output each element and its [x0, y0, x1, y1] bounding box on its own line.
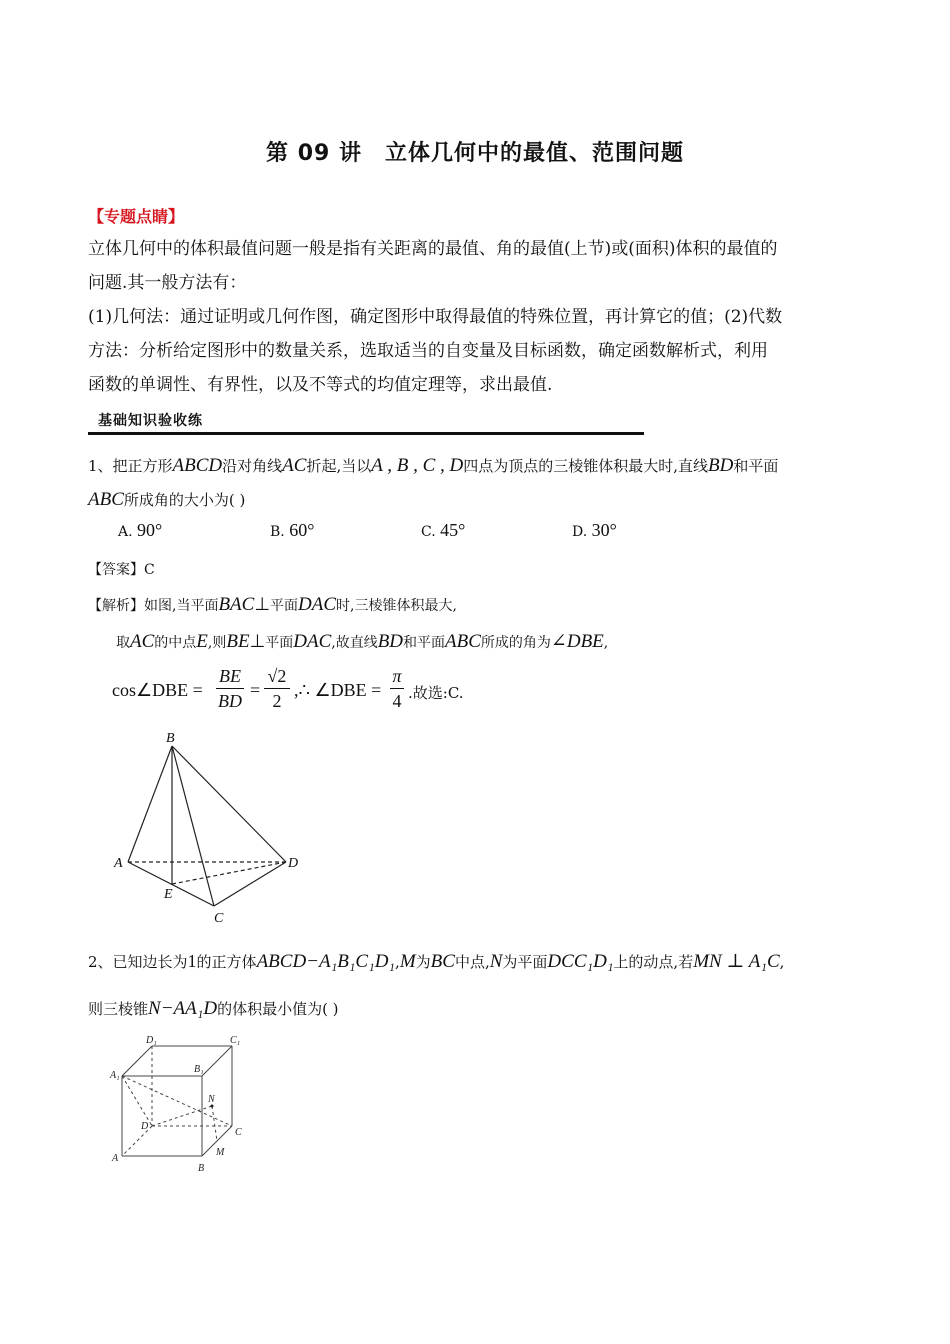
fraction-numerator: BE: [219, 666, 241, 686]
intro-line: 问题.其一般方法有：: [88, 273, 247, 293]
q1-formula: [112, 665, 612, 721]
analysis-text: 平面: [265, 635, 294, 651]
edge-bd: [172, 746, 286, 862]
q2-text: 为平面: [502, 953, 548, 971]
q2-text: 上的动点,若: [613, 953, 694, 971]
fraction-sqrt2-2: [264, 665, 290, 712]
vertex-label-b1: B₁: [194, 1064, 204, 1075]
q1-analysis-line-1: [88, 590, 457, 620]
q2-math: MN ⊥ A₁C: [693, 951, 780, 972]
intro-line: 方法：分析给定图形中的数量关系，选取适当的自变量及目标函数，确定函数解析式，利用: [88, 341, 768, 361]
q2-math: N: [489, 951, 503, 972]
cube-figure: [108, 1034, 258, 1179]
banner-rule: [88, 432, 644, 435]
choice-value: 30°: [591, 520, 617, 540]
vertex-label-a1: A₁: [110, 1070, 120, 1081]
banner-text: 基础知识验收练: [98, 413, 203, 429]
q1-math: ABC: [88, 489, 124, 510]
vertex-label-e: E: [164, 887, 173, 902]
cube-edge: [202, 1046, 232, 1076]
analysis-math: BE: [226, 631, 250, 652]
formula-therefore: ,∴ ∠DBE =: [294, 680, 382, 700]
analysis-math: DAC: [298, 594, 337, 615]
section-banner: [88, 410, 644, 438]
analysis-text: 和平面: [403, 635, 446, 651]
vertex-label-a: A: [112, 1153, 119, 1164]
analysis-math: ∠DBE: [550, 631, 604, 652]
question-1-line-1: [88, 449, 868, 483]
answer-value: C: [144, 562, 155, 578]
q1-answer: [88, 558, 155, 582]
q2-text: ,: [779, 953, 785, 971]
formula-end: .故选:C.: [408, 684, 464, 702]
analysis-text: 时,三棱锥体积最大,: [336, 598, 457, 614]
analysis-text: 平面: [270, 598, 299, 614]
segment-dn: [152, 1106, 212, 1126]
fraction-denominator: 2: [272, 691, 282, 711]
fraction-denominator: 4: [392, 691, 402, 711]
analysis-text: 所成的角为: [480, 635, 551, 651]
q2-text: 2、已知边长为: [88, 953, 188, 971]
analysis-math: E: [196, 631, 208, 652]
choice-label: C.: [421, 524, 436, 540]
intro-paragraph-1: [88, 232, 868, 300]
q1-math: AC: [282, 455, 307, 476]
question-2-line-1: [88, 944, 878, 979]
choice-d[interactable]: [572, 520, 617, 541]
fraction-numerator: √2: [267, 666, 287, 686]
q2-math: 1: [187, 951, 197, 971]
perp-symbol: ⊥: [254, 594, 271, 614]
vertex-label-c: C: [235, 1127, 242, 1138]
vertex-label-d: D: [288, 856, 299, 871]
fraction-pi-4: [390, 665, 404, 712]
section-label: 【专题点睛】: [88, 207, 185, 226]
page-title: 第 09 讲 立体几何中的最值、范围问题: [266, 141, 684, 166]
q2-math: DCC₁D₁: [547, 951, 614, 972]
answer-label: 【答案】: [88, 562, 144, 578]
q1-text: 和平面: [733, 457, 779, 475]
q1-text: 四点为顶点的三棱锥体积最大时,直线: [463, 457, 709, 475]
analysis-text: 的中点: [154, 635, 197, 651]
vertex-label-b: B: [198, 1163, 205, 1174]
q2-text: 的体积最小值为( ): [217, 1000, 339, 1018]
point-label-m: M: [216, 1147, 225, 1158]
vertex-label-d1: D₁: [146, 1035, 157, 1046]
formula-equals: =: [250, 680, 261, 700]
segment-a1d: [122, 1076, 152, 1126]
q2-text: 为: [415, 953, 431, 971]
q2-text: 则三棱锥: [88, 1000, 149, 1018]
fraction-numerator: π: [392, 666, 402, 686]
perp-symbol: ⊥: [249, 631, 266, 651]
vertex-label-d: D: [141, 1121, 149, 1132]
analysis-math: BAC: [218, 594, 255, 615]
analysis-text: 取: [116, 635, 130, 651]
intro-line: 立体几何中的体积最值问题一般是指有关距离的最值、角的最值(上节)或(面积)体积的最值的: [88, 239, 778, 259]
q2-math: N−AA₁D: [148, 998, 218, 1019]
intro-line: 函数的单调性、有界性，以及不等式的均值定理等，求出最值.: [88, 375, 553, 395]
intro-paragraph-2: [88, 300, 868, 402]
question-1-line-2: [88, 483, 868, 517]
vertex-label-b: B: [166, 731, 175, 746]
q1-analysis-line-2: [116, 627, 876, 657]
fraction-bar: [390, 688, 404, 689]
analysis-math: AC: [130, 631, 155, 652]
fraction-bar: [264, 688, 290, 689]
choice-c[interactable]: [421, 520, 465, 541]
choice-value: 90°: [137, 520, 163, 540]
q2-text: 中点,: [454, 953, 490, 971]
analysis-text: ,则: [207, 635, 227, 651]
q1-math: BD: [708, 455, 734, 476]
point-label-n: N: [208, 1094, 215, 1105]
q1-text: 1、把正方形: [88, 457, 173, 475]
q2-text: ,: [395, 953, 400, 971]
formula-cos: cos∠DBE =: [112, 680, 203, 700]
analysis-text: ,故直线: [331, 635, 378, 651]
segment-nm: [212, 1106, 217, 1141]
choice-b[interactable]: [270, 520, 314, 541]
analysis-math: ABC: [445, 631, 481, 652]
choice-label: D.: [572, 524, 588, 540]
choice-label: B.: [270, 524, 285, 540]
choice-value: 45°: [440, 520, 466, 540]
q2-math: ABCD−A₁B₁C₁D₁: [256, 951, 396, 972]
q1-math: A , B , C , D: [371, 455, 464, 476]
cube-edge: [122, 1046, 152, 1076]
q1-text: 所成角的大小为( ): [123, 491, 246, 509]
q2-math: M: [399, 951, 416, 972]
q1-text: 折起,当以: [306, 457, 372, 475]
fraction-be-bd: [216, 665, 244, 712]
fraction-bar: [216, 688, 244, 689]
q1-choices: [118, 520, 818, 550]
vertex-label-a: A: [114, 856, 123, 871]
q2-text: 的正方体: [196, 953, 257, 971]
analysis-text: ,: [603, 635, 609, 651]
question-2-line-2: [88, 992, 339, 1026]
vertex-label-c1: C₁: [230, 1035, 241, 1046]
analysis-text: 如图,当平面: [144, 598, 219, 614]
analysis-label: 【解析】: [88, 598, 144, 614]
choice-value: 60°: [289, 520, 315, 540]
choice-label: A.: [118, 524, 133, 540]
q1-text: 沿对角线: [222, 457, 283, 475]
intro-line: (1)几何法：通过证明或几何作图，确定图形中取得最值的特殊位置，再计算它的值；(2)代数: [88, 307, 783, 327]
q1-math: ABCD: [172, 455, 223, 476]
diagonal-a1c: [122, 1076, 232, 1126]
analysis-math: BD: [377, 631, 404, 652]
choice-a[interactable]: [118, 520, 162, 541]
edge-bc: [172, 746, 214, 906]
q2-math: BC: [430, 951, 455, 972]
vertex-label-c: C: [214, 911, 224, 926]
fraction-denominator: BD: [218, 691, 242, 711]
analysis-math: DAC: [293, 631, 332, 652]
pyramid-figure: [108, 728, 318, 928]
edge-ba: [128, 746, 172, 862]
